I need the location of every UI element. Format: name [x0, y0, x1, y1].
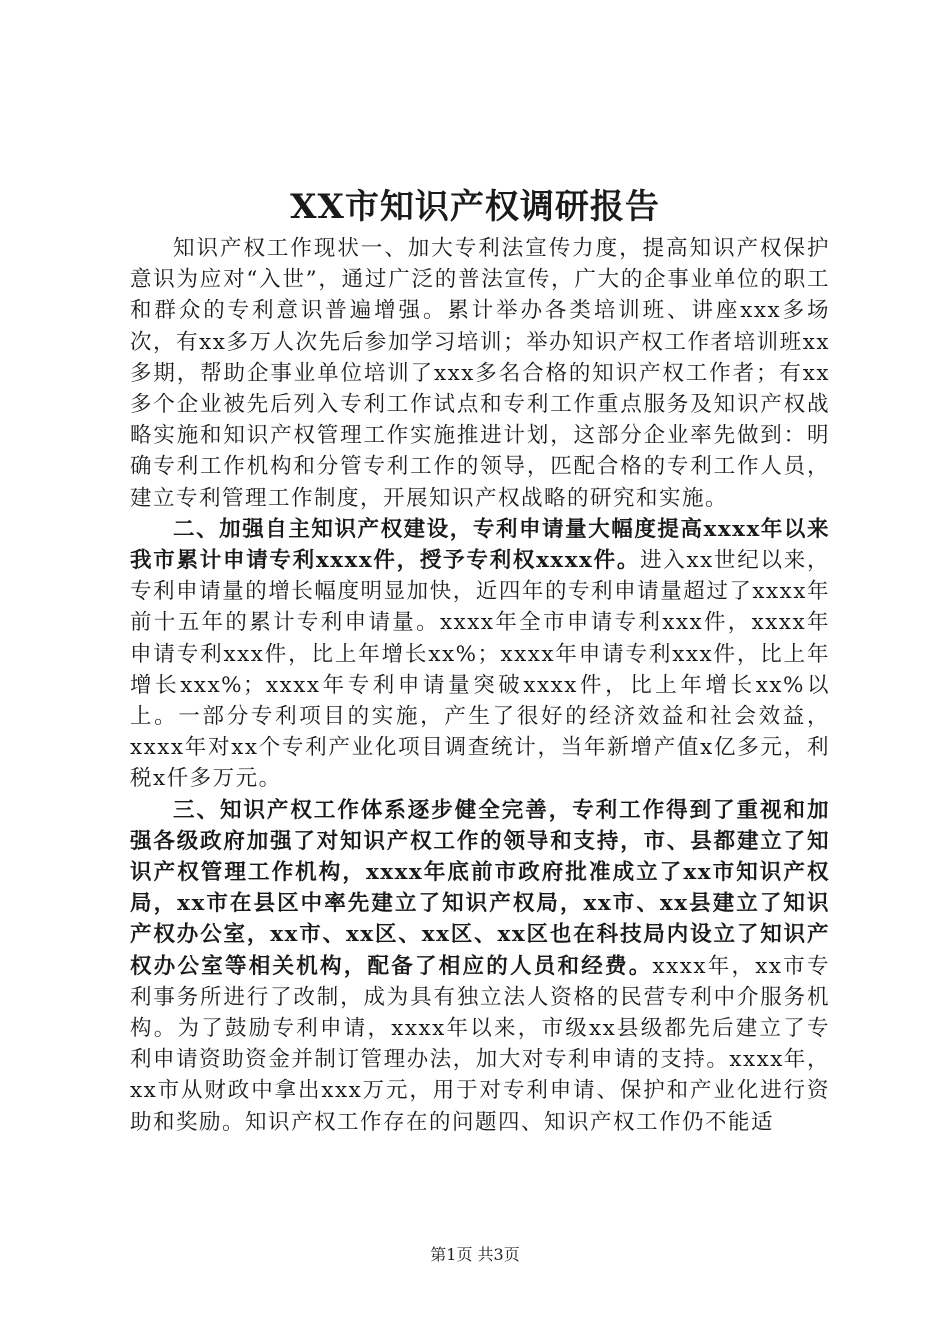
- document-body: [130, 233, 830, 1138]
- paragraph-2-lead: 二、加强自主知识产权建设，专利申请量大幅度提高xxxx年以来我市累计申请专利xxxx件，授予专利权xxxx件。: [130, 516, 830, 574]
- paragraph-3-lead: 三、知识产权工作体系逐步健全完善，专利工作得到了重视和加强各级政府加强了对知识产权工作的领导和支持，市、县都建立了知识产权管理工作机构，xxxx年底前市政府批准成立了xx市知识产权局，xx市在县区中率先建立了知识产权局，xx市、xx县建立了知识产权办公室，xx市、xx区、xx区、xx区也在科技局内设立了知识产权办公室等相关机构，配备了相应的人员和经费。: [130, 797, 830, 979]
- paragraph-3: [130, 795, 830, 1138]
- paragraph-1: [130, 233, 830, 514]
- paragraph-3-text: xxxx年，xx市专利事务所进行了改制，成为具有独立法人资格的民营专利中介服务机构。为了鼓励专利申请，xxxx年以来，市级xx县级都先后建立了专利申请资助资金并制订管理办法，加大对专利申请的支持。xxxx年，xx市从财政中拿出xxx万元，用于对专利申请、保护和产业化进行资助和奖励。知识产权工作存在的问题四、知识产权工作仍不能适: [130, 953, 830, 1135]
- paragraph-2: [130, 514, 830, 795]
- paragraph-2-text: 进入xx世纪以来，专利申请量的增长幅度明显加快，近四年的专利申请量超过了xxxx年前十五年的累计专利申请量。xxxx年全市申请专利xxx件，xxxx年申请专利xxx件，比上年增长xx%；xxxx年申请专利xxx件，比上年增长xxx%；xxxx年专利申请量突破xxxx件，比上年增长xx%以上。一部分专利项目的实施，产生了很好的经济效益和社会效益，xxxx年对xx个专利产业化项目调查统计，当年新增产值x亿多元，利税x仟多万元。: [130, 548, 830, 792]
- paragraph-1-text: 知识产权工作现状一、加大专利法宣传力度，提高知识产权保护意识为应对“入世”，通过广泛的普法宣传，广大的企事业单位的职工和群众的专利意识普遍增强。累计举办各类培训班、讲座xxx多场次，有xx多万人次先后参加学习培训；举办知识产权工作者培训班xx多期，帮助企事业单位培训了xxx多名合格的知识产权工作者；有xx多个企业被先后列入专利工作试点和专利工作重点服务及知识产权战略实施和知识产权管理工作实施推进计划，这部分企业率先做到：明确专利工作机构和分管专利工作的领导，匹配合格的专利工作人员，建立专利管理工作制度，开展知识产权战略的研究和实施。: [130, 236, 830, 511]
- page-footer: 第1页 共3页: [430, 1245, 520, 1264]
- document-title: XX市知识产权调研报告: [290, 187, 660, 227]
